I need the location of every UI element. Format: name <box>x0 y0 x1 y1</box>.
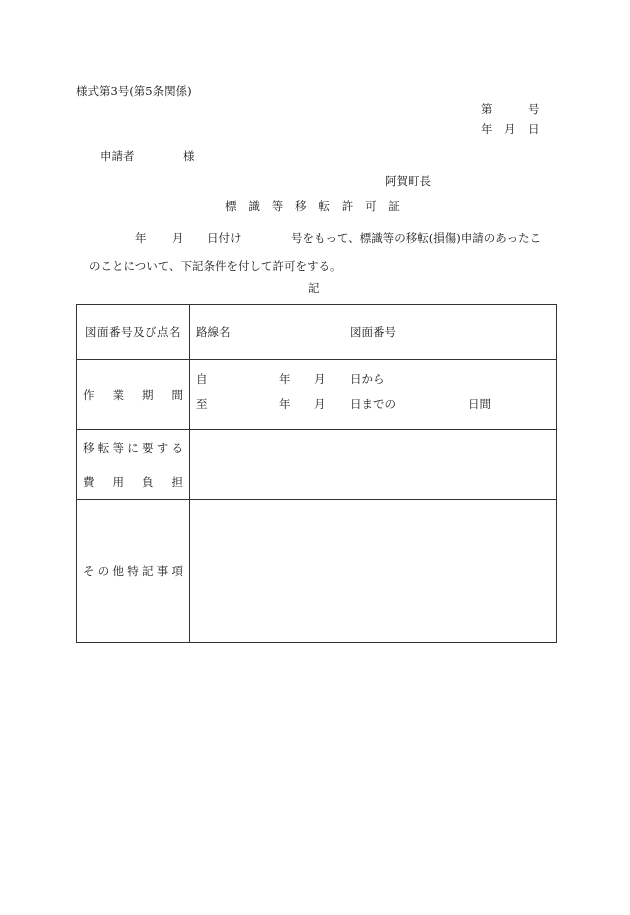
label-char: 期 <box>142 387 154 402</box>
form-id: 様式第3号(第5条関係) <box>76 84 192 98</box>
relocation-cost-label-cell <box>77 430 190 500</box>
title-char: 証 <box>388 199 400 213</box>
title-char: 許 <box>341 199 354 213</box>
relocation-cost-label-line1 <box>77 440 189 456</box>
label-char: る <box>171 440 183 455</box>
title-char: 等 <box>271 199 284 213</box>
body-month: 月 <box>172 231 184 245</box>
label-char: の <box>97 564 110 578</box>
relocation-cost-value-cell <box>190 430 557 500</box>
ki-heading: 記 <box>308 281 320 295</box>
label-char: 要 <box>142 440 154 455</box>
label-char: 転 <box>97 440 110 455</box>
label-char: 負 <box>142 474 154 489</box>
title-char: 移 <box>295 199 307 213</box>
other-notes-label-cell <box>77 500 190 643</box>
number-gou: 号 <box>528 102 540 116</box>
table-row <box>77 430 557 500</box>
to-day: 日までの <box>350 397 396 411</box>
drawing-number-value-cell <box>190 305 557 360</box>
table-row <box>77 305 557 360</box>
from-day: 日から <box>350 372 385 386</box>
label-char: 業 <box>112 387 124 402</box>
work-period-label <box>77 387 189 403</box>
label-char: 項 <box>171 564 183 578</box>
label-char: 用 <box>112 474 124 489</box>
from-month: 月 <box>314 372 326 386</box>
table-row <box>77 500 557 643</box>
title-char: 識 <box>248 199 260 213</box>
applicant-honorific: 様 <box>183 149 195 163</box>
label-char: 間 <box>171 387 183 402</box>
date-month: 月 <box>504 122 516 136</box>
work-period-value-cell <box>190 360 557 430</box>
number-dai: 第 <box>481 102 493 116</box>
conditions-table <box>76 304 557 643</box>
from-ji: 自 <box>196 372 208 386</box>
title-char: 可 <box>365 199 377 213</box>
issuer: 阿賀町長 <box>385 174 431 188</box>
drawing-number-sublabel: 図面番号 <box>350 325 396 339</box>
table-row <box>77 360 557 430</box>
to-month: 月 <box>314 397 326 411</box>
document-title <box>225 201 400 213</box>
date-year: 年 <box>481 122 493 136</box>
label-char: 他 <box>112 564 124 578</box>
label-char: 費 <box>83 474 95 489</box>
to-shi: 至 <box>196 397 208 411</box>
body-year: 年 <box>135 231 147 245</box>
label-char: 移 <box>83 440 95 455</box>
label-char: そ <box>83 564 95 578</box>
date-day: 日 <box>528 122 540 136</box>
label-char: 特 <box>127 564 139 578</box>
drawing-number-label-cell <box>77 305 190 360</box>
from-year: 年 <box>279 372 291 386</box>
label-char: 担 <box>171 474 183 489</box>
body-line2: のことについて、下記条件を付して許可をする。 <box>89 259 342 273</box>
route-name-label: 路線名 <box>196 325 231 339</box>
to-days: 日間 <box>468 397 491 411</box>
body-dated: 日付け <box>207 231 242 245</box>
applicant-label: 申請者 <box>100 149 135 163</box>
label-char: 記 <box>142 564 154 578</box>
label-char: 作 <box>83 387 95 402</box>
label-char: す <box>156 440 169 455</box>
to-year: 年 <box>279 397 291 411</box>
work-period-label-cell <box>77 360 190 430</box>
body-line1-text: 号をもって、標識等の移転(損傷)申請のあったこ <box>291 231 542 245</box>
title-char: 標 <box>225 199 237 213</box>
label-char: 事 <box>156 564 169 578</box>
other-notes-value-cell <box>190 500 557 643</box>
title-char: 転 <box>318 199 330 213</box>
other-notes-label <box>77 563 189 579</box>
drawing-number-label: 図面番号及び点名 <box>85 325 181 339</box>
relocation-cost-label-line2 <box>77 474 189 490</box>
label-char: 等 <box>112 440 124 455</box>
label-char: に <box>127 440 139 455</box>
